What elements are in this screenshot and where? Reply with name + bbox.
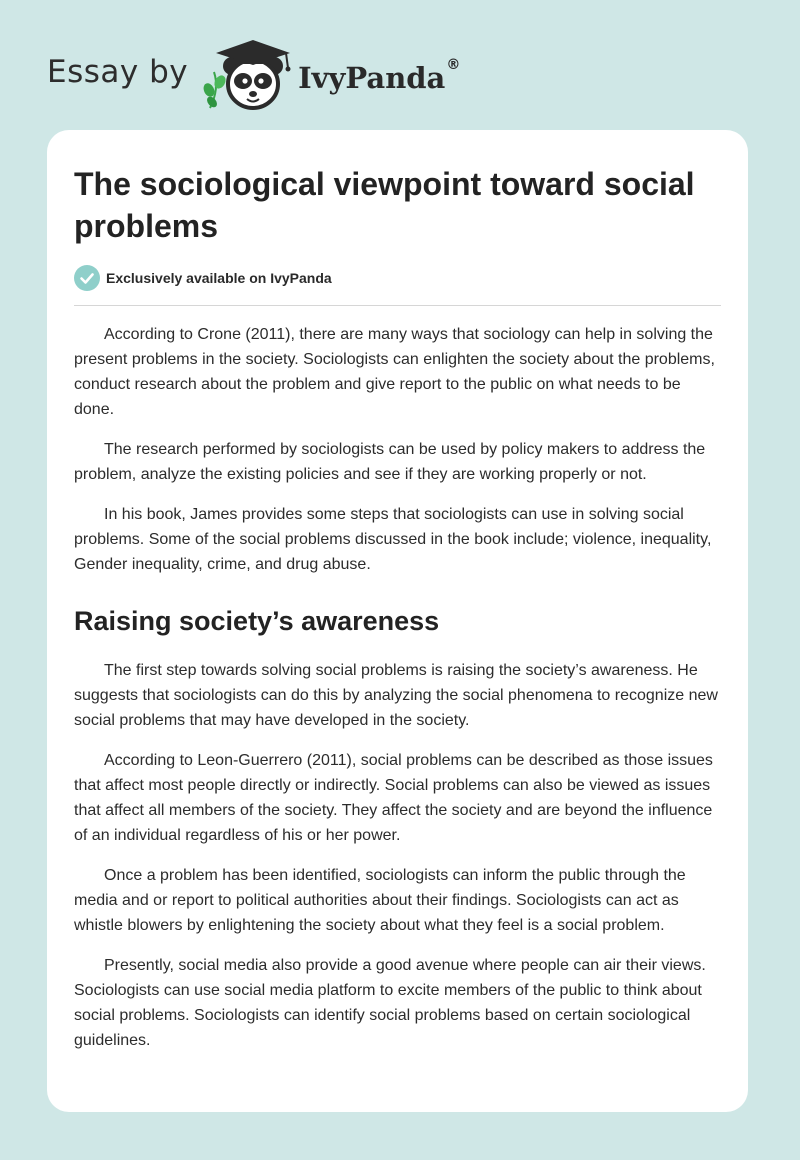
site-brand[interactable] (47, 36, 460, 116)
section-heading: Raising society’s awareness (74, 606, 440, 636)
essay-title: The sociological viewpoint toward social problems (74, 166, 695, 244)
registered-mark: ® (446, 57, 461, 73)
essay-card (47, 130, 748, 1112)
paragraph: Presently, social media also provide a good avenue where people can air their views. Sociologists can use social media platform to excite members of the public to think about social problems. Sociologists can identify social problems based on certain sociological guidelines. (74, 957, 706, 1049)
brand-prefix: Essay by (47, 54, 189, 90)
exclusive-text: Exclusively available on IvyPanda (106, 270, 332, 286)
paragraph: The research performed by sociologists can be used by policy makers to address the problem, analyze the existing policies and see if they are working properly or not. (74, 441, 706, 483)
paragraph: The first step towards solving social problems is raising the society’s awareness. He suggests that sociologists can do this by analyzing the social phenomena to recognize new social problems that may have developed in the society. (74, 662, 718, 729)
divider (74, 305, 721, 306)
paragraph: According to Leon-Guerrero (2011), social problems can be described as those issues that affect most people directly or indirectly. Social problems can also be viewed as issues that affect all members of the society. They affect the society and are beyond the influence of an individual regardless of his or her power. (74, 752, 713, 844)
brand-name-text: IvyPanda (298, 61, 446, 95)
check-circle-icon (74, 265, 100, 291)
paragraph: Once a problem has been identified, sociologists can inform the public through the media and or report to political authorities about their findings. Sociologists can act as whistle blowers by enlightening the society about what they feel is a social problem. (74, 867, 686, 934)
exclusive-badge (74, 265, 721, 291)
panda-logo-icon (202, 38, 294, 114)
brand-name (298, 57, 461, 95)
paragraph: In his book, James provides some steps that sociologists can use in solving social problems. Some of the social problems discussed in the book include; violence, inequality, Gender inequality, crime, and drug abuse. (74, 506, 712, 573)
paragraph: According to Crone (2011), there are many ways that sociology can help in solving the present problems in the society. Sociologists can enlighten the society about the problems, conduct research about the problem and give report to the public on what needs to be done. (74, 326, 715, 418)
